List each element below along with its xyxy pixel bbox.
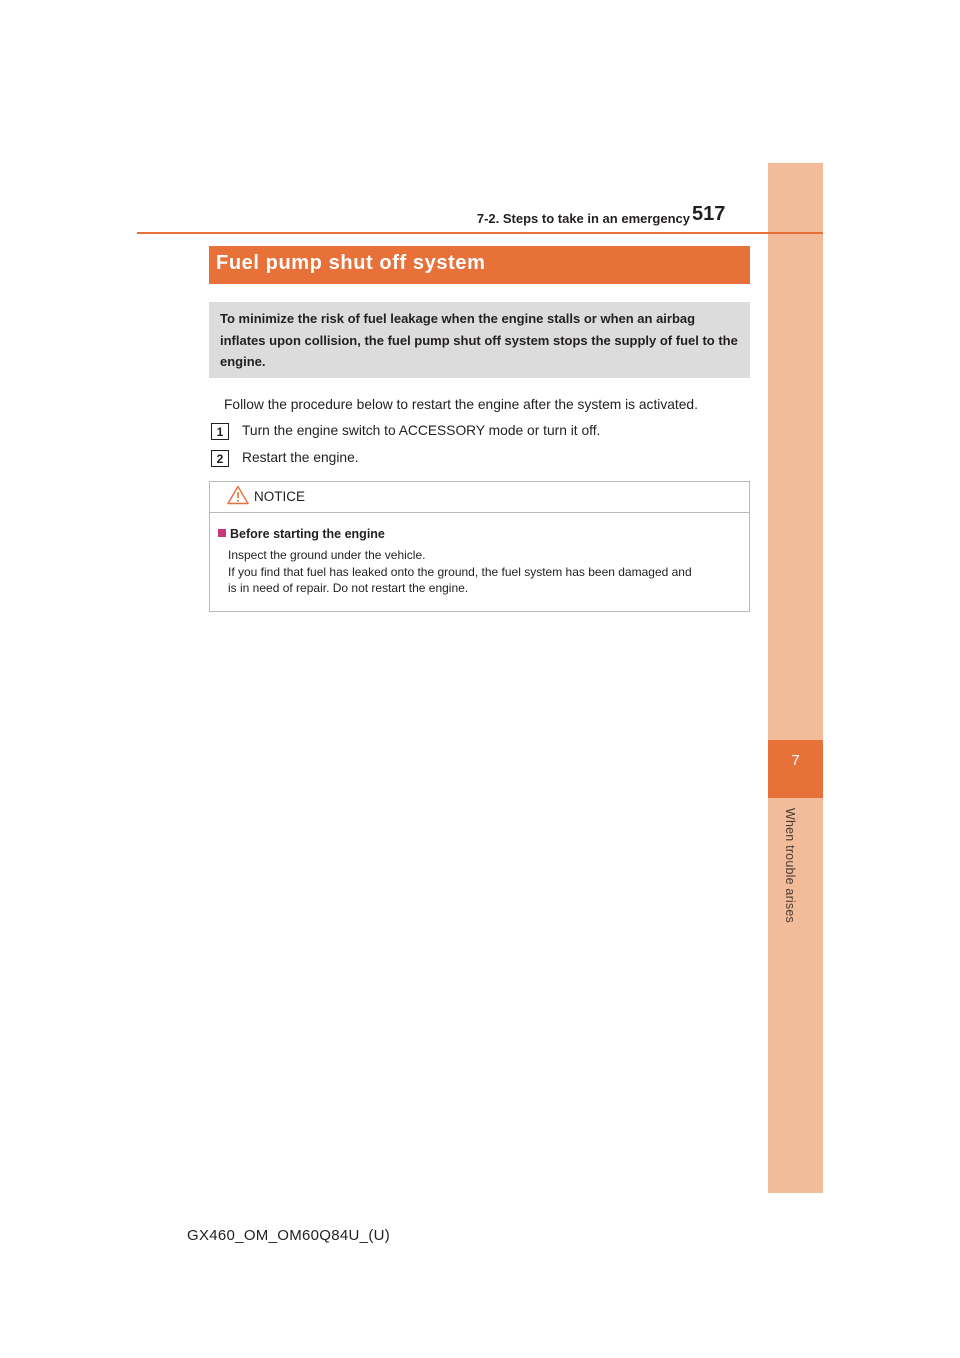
title-bar [209,246,750,284]
chapter-side-strip [768,163,823,1193]
lead-paragraph: Follow the procedure below to restart the engine after the system is activated. [224,397,698,412]
footer-doc-code: GX460_OM_OM60Q84U_(U) [187,1227,391,1244]
notice-subheading-text: Before starting the engine [230,527,385,541]
step-text: Turn the engine switch to ACCESSORY mode or turn it off. [242,423,601,438]
notice-subheading [218,527,385,541]
square-bullet-icon [218,529,226,537]
notice-line: If you find that fuel has leaked onto the ground, the fuel system has been damaged and [228,564,692,579]
notice-line: Inspect the ground under the vehicle. [228,548,426,562]
notice-label: NOTICE [254,489,306,504]
page-number: 517 [692,203,726,225]
notice-box [209,481,750,612]
step-number-badge: 2 [211,450,229,467]
chapter-number: 7 [791,752,800,769]
page-title: Fuel pump shut off system [216,252,486,274]
header-rule [137,232,823,234]
intro-box [209,302,750,378]
notice-line: is in need of repair. Do not restart the engine. [228,581,469,595]
chapter-tab [768,740,823,798]
warning-triangle-icon [227,485,249,505]
chapter-label: When trouble arises [783,808,797,923]
notice-body [228,547,744,597]
intro-text: To minimize the risk of fuel leakage when the engine stalls or when an airbag inflates upon collision, the fuel pump shut off system stops the supply of fuel to the engine. [220,311,738,369]
notice-header [210,482,749,513]
step-number-badge: 1 [211,423,229,440]
step-text: Restart the engine. [242,450,359,465]
section-title: 7-2. Steps to take in an emergency [476,211,690,226]
